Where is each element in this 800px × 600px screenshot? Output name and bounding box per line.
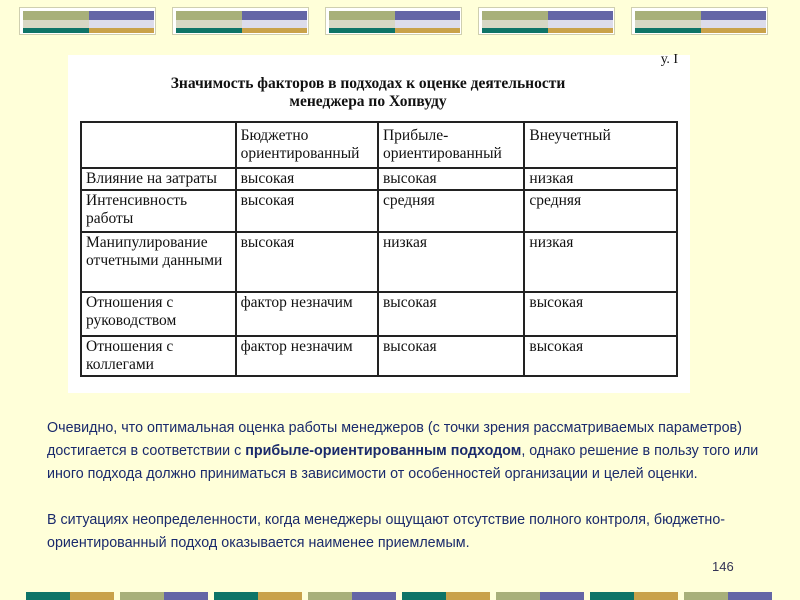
- table-cell: высокая: [236, 232, 378, 292]
- decor-stripe: [590, 592, 634, 600]
- paragraph-text: , однако решение в пользу того или иного подхода должно приниматься в зависимости от особенностей организации и целей оценки.: [47, 443, 759, 482]
- table-cell: фактор незначим: [236, 292, 378, 336]
- header-cell: Бюджетно ориентированный: [236, 122, 378, 168]
- table-cell: высокая: [524, 336, 677, 376]
- decor-stripe: [728, 592, 772, 600]
- table-cell: высокая: [236, 190, 378, 232]
- table-cell: высокая: [236, 168, 378, 190]
- header-cell: [81, 122, 236, 168]
- row-label: Отношения с руководством: [81, 292, 236, 336]
- factors-table: [80, 121, 678, 377]
- table-header-row: [81, 122, 677, 168]
- table-cell: высокая: [378, 336, 524, 376]
- decor-tile: [172, 7, 309, 35]
- decor-stripe: [164, 592, 208, 600]
- decor-stripe: [26, 592, 70, 600]
- decor-stripe: [214, 592, 258, 600]
- decor-stripe: [120, 592, 164, 600]
- table-title-line1: Значимость факторов в подходах к оценке деятельности: [170, 75, 566, 92]
- decor-stripe: [352, 592, 396, 600]
- top-decoration: [0, 0, 800, 40]
- decor-stripe: [402, 592, 446, 600]
- table-row: [81, 336, 677, 376]
- table-cell: высокая: [378, 292, 524, 336]
- decor-stripe: [308, 592, 352, 600]
- decor-stripe: [496, 592, 540, 600]
- table-row: [81, 232, 677, 292]
- paragraph-uncertainty: В ситуациях неопределенности, когда менеджеры ощущают отсутствие полного контроля, бюджетно-ориентированный подход оказывается наименее приемлемым.: [47, 512, 726, 551]
- bottom-decoration: [0, 592, 800, 600]
- table-cell: фактор незначим: [236, 336, 378, 376]
- row-label: Отношения с коллегами: [81, 336, 236, 376]
- decor-tile: [631, 7, 768, 35]
- decor-tile: [325, 7, 462, 35]
- header-cell: Внеучетный: [524, 122, 677, 168]
- table-cell: средняя: [524, 190, 677, 232]
- decor-stripe: [634, 592, 678, 600]
- table-row: [81, 292, 677, 336]
- figure-corner-mark: у. I: [660, 52, 678, 67]
- table-figure: [68, 52, 690, 393]
- decor-stripe: [258, 592, 302, 600]
- table-cell: средняя: [378, 190, 524, 232]
- row-label: Влияние на затраты: [81, 168, 236, 190]
- table-row: [81, 168, 677, 190]
- decor-tile: [19, 7, 156, 35]
- table-cell: низкая: [378, 232, 524, 292]
- decor-stripe: [684, 592, 728, 600]
- paragraph-conclusion: [47, 417, 767, 486]
- row-label: Манипулирование отчетными данными: [81, 232, 236, 292]
- highlighted-text: прибыле-ориентированным подходом: [245, 443, 522, 459]
- table-cell: высокая: [524, 292, 677, 336]
- row-label: Интенсивность работы: [81, 190, 236, 232]
- header-cell: Прибыле- ориентированный: [378, 122, 524, 168]
- page-number: 146: [712, 559, 734, 574]
- table-cell: низкая: [524, 168, 677, 190]
- decor-tile: [478, 7, 615, 35]
- paragraph-text: Очевидно, что оптимальная оценка работы менеджеров (с точки зрения рассматриваемых параметров) достигается в соответствии с: [47, 420, 742, 459]
- table-title-line2: менеджера по Хопвуду: [289, 93, 447, 110]
- table-cell: высокая: [378, 168, 524, 190]
- decor-stripe: [70, 592, 114, 600]
- table-title: [68, 75, 668, 111]
- decor-stripe: [446, 592, 490, 600]
- table-cell: низкая: [524, 232, 677, 292]
- decor-stripe: [540, 592, 584, 600]
- table-row: [81, 190, 677, 232]
- body-text: [47, 417, 767, 555]
